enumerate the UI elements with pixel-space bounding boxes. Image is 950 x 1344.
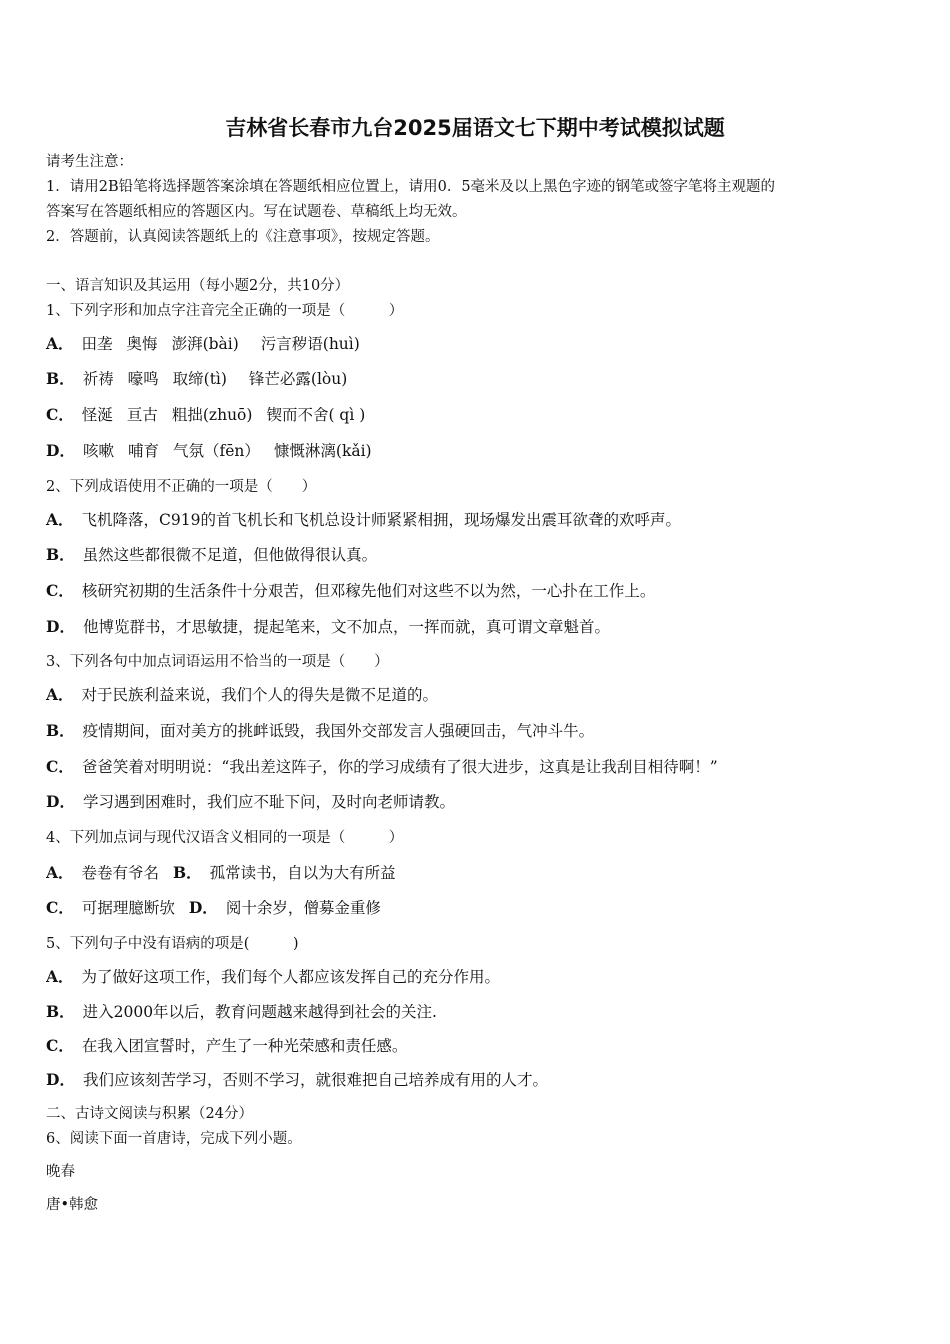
question-3-option-d [46, 792, 455, 812]
option-text: 孤常读书，自以为大有所益 [209, 864, 396, 882]
question-3-option-b [46, 721, 594, 741]
question-2-option-d [46, 617, 610, 637]
option-part: 祈祷 [82, 370, 114, 388]
option-text: 他博览群书，才思敏捷，提起笔来，文不加点，一挥而就，真可谓文章魁首。 [82, 618, 610, 636]
notice-line-3: 2．答题前，认真阅读答题纸上的《注意事项》，按规定答题。 [46, 229, 440, 245]
option-label: B． [173, 863, 202, 882]
option-text: 可据理臆断欤 [81, 899, 175, 917]
option-label: D． [46, 792, 75, 811]
question-1-stem: 1、下列字形和加点字注音完全正确的一项是（ ） [46, 303, 404, 319]
poem-author: 唐•韩愈 [46, 1197, 99, 1213]
question-3-option-c [46, 757, 718, 777]
option-label: D． [46, 441, 75, 460]
section-2-heading: 二、古诗文阅读与积累（24分） [46, 1106, 253, 1122]
option-label: C． [46, 1036, 74, 1055]
question-5-option-c [46, 1036, 407, 1056]
option-label: A． [46, 863, 74, 882]
option-label: C． [46, 581, 74, 600]
option-label: D． [188, 898, 218, 917]
option-label: C． [46, 898, 74, 917]
section-1-heading: 一、语言知识及其运用（每小题2分，共10分） [46, 278, 350, 294]
notice-line-1: 1．请用2B铅笔将选择题答案涂填在答题纸相应位置上，请用0．5毫米及以上黑色字迹的钢笔或签字笔将主观题的 [46, 179, 776, 195]
option-text: 飞机降落，C919的首飞机长和飞机总设计师紧紧相拥，现场爆发出震耳欲聋的欢呼声。 [81, 511, 681, 529]
option-text: 虽然这些都很微不足道，但他做得很认真。 [82, 546, 378, 564]
option-text: 卷卷有爷名 [81, 864, 160, 882]
option-text: 为了做好这项工作，我们每个人都应该发挥自己的充分作用。 [81, 968, 501, 986]
option-part: 粗拙(zhuō) [171, 406, 253, 424]
option-part: 田垄 [81, 335, 113, 353]
question-6-stem: 6、阅读下面一首唐诗，完成下列小题。 [46, 1131, 302, 1147]
option-label: D． [46, 1070, 75, 1089]
option-label: B． [46, 1002, 75, 1021]
question-5-option-a [46, 967, 500, 987]
option-part: 嚎鸣 [127, 370, 159, 388]
notice-line-2: 答案写在答题纸相应的答题区内。写在试题卷、草稿纸上均无效。 [46, 204, 467, 220]
option-label: B． [46, 369, 75, 388]
question-2-option-a [46, 510, 681, 530]
question-1-option-c [46, 405, 365, 425]
option-label: B． [46, 545, 75, 564]
option-label: C． [46, 757, 74, 776]
question-3-stem: 3、下列各句中加点词语运用不恰当的一项是（ ） [46, 654, 389, 670]
option-part: 亘古 [126, 406, 158, 424]
option-text: 我们应该刻苦学习，否则不学习，就很难把自己培养成有用的人才。 [82, 1071, 548, 1089]
question-2-option-b [46, 545, 377, 565]
option-part: 取缔(tì) [172, 370, 227, 388]
question-4-stem: 4、下列加点词与现代汉语含义相同的一项是（ ） [46, 830, 404, 846]
option-label: D． [46, 617, 75, 636]
notice-heading: 请考生注意： [46, 154, 133, 170]
option-part: 污言秽语(huì) [260, 335, 360, 353]
option-text: 学习遇到困难时，我们应不耻下问，及时向老师请教。 [82, 793, 455, 811]
option-text: 在我入团宣誓时，产生了一种光荣感和责任感。 [81, 1037, 408, 1055]
option-part: 锋芒必露(lòu) [248, 370, 348, 388]
option-text: 对于民族利益来说，我们个人的得失是微不足道的。 [81, 686, 439, 704]
option-part: 怪涎 [81, 406, 113, 424]
option-part: 慷慨淋漓(kǎi) [273, 442, 372, 460]
question-5-option-b [46, 1002, 437, 1022]
question-4-options-ab [46, 863, 396, 883]
question-2-stem: 2、下列成语使用不正确的一项是（ ） [46, 479, 317, 495]
option-part: 咳嗽 [82, 442, 114, 460]
option-label: A． [46, 510, 74, 529]
option-part: 哺育 [127, 442, 159, 460]
option-part: 奥悔 [126, 335, 158, 353]
question-4-options-cd [46, 898, 381, 918]
question-2-option-c [46, 581, 655, 601]
option-text: 疫情期间，面对美方的挑衅诋毁，我国外交部发言人强硬回击，气冲斗牛。 [82, 722, 595, 740]
question-5-stem: 5、下列句子中没有语病的项是( ) [46, 936, 299, 952]
page-title: 吉林省长春市九台2025届语文七下期中考试模拟试题 [225, 116, 725, 140]
option-label: B． [46, 721, 75, 740]
option-label: A． [46, 334, 74, 353]
question-1-option-d [46, 441, 372, 461]
option-part: 气氛（fēn） [172, 442, 260, 460]
option-text: 阅十余岁，僧募金重修 [225, 899, 381, 917]
option-part: 澎湃(bài) [171, 335, 239, 353]
question-3-option-a [46, 685, 438, 705]
option-text: 核研究初期的生活条件十分艰苦，但邓稼先他们对这些不以为然，一心扑在工作上。 [81, 582, 656, 600]
question-1-option-a [46, 334, 360, 354]
option-text: 进入2000年以后，教育问题越来越得到社会的关注. [82, 1003, 437, 1021]
option-part: 锲而不舍( qì ) [266, 406, 366, 424]
option-label: C． [46, 405, 74, 424]
option-text: 爸爸笑着对明明说：“我出差这阵子，你的学习成绩有了很大进步，这真是让我刮目相待啊！” [81, 758, 718, 776]
option-label: A． [46, 967, 74, 986]
poem-title: 晚春 [46, 1164, 75, 1180]
question-5-option-d [46, 1070, 548, 1090]
question-1-option-b [46, 369, 347, 389]
option-label: A． [46, 685, 74, 704]
